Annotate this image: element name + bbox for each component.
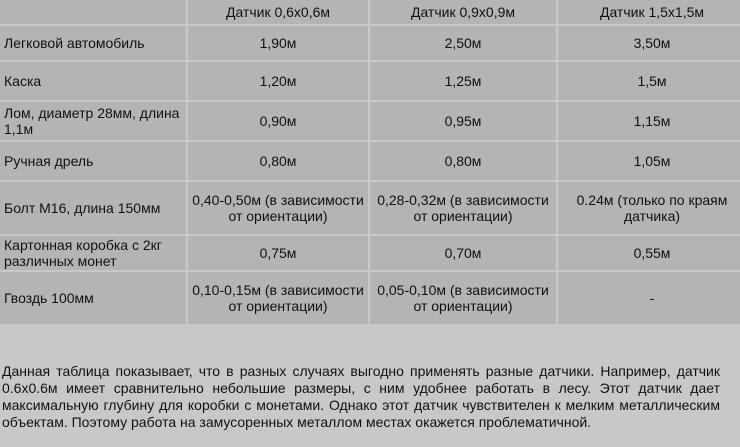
depth-cell-09: 1,25м xyxy=(370,62,556,100)
depth-cell-06: 0,10-0,15м (в зависимости от ориентации) xyxy=(188,272,368,324)
depth-cell-15: 0,55м xyxy=(558,236,740,270)
depth-cell-06: 1,20м xyxy=(188,62,368,100)
row-label: Легковой автомобиль xyxy=(0,26,186,60)
depth-cell-06: 0,80м xyxy=(188,142,368,180)
depth-cell-09: 0,95м xyxy=(370,102,556,140)
depth-cell-15: 1,5м xyxy=(558,62,740,100)
depth-cell-06: 0,75м xyxy=(188,236,368,270)
description-paragraph: Данная таблица показывает, что в разных случаях выгодно применять разные датчики. Например, датчик 0.6х0.6м имеет сравнительно небольшие размеры, с ним удобнее работать в лесу. Этот датчик дает максимальную глубину для коробки с монетами. Однако этот датчик чувствителен к мелким металлическим объектам. Поэтому работа на замусоренных металлом местах окажется проблематичной. xyxy=(2,363,720,430)
depth-cell-15: - xyxy=(558,272,740,324)
row-label: Гвоздь 100мм xyxy=(0,272,186,324)
header-sensor-15: Датчик 1,5х1,5м xyxy=(558,0,740,24)
depth-cell-09: 0,70м xyxy=(370,236,556,270)
header-sensor-09: Датчик 0,9х0,9м xyxy=(370,0,556,24)
depth-cell-15: 0.24м (только по краям датчика) xyxy=(558,182,740,234)
table-row xyxy=(0,272,740,324)
row-label: Ручная дрель xyxy=(0,142,186,180)
table-row xyxy=(0,102,740,140)
table-row xyxy=(0,26,740,60)
header-row xyxy=(0,0,740,24)
depth-cell-09: 2,50м xyxy=(370,26,556,60)
depth-cell-15: 3,50м xyxy=(558,26,740,60)
table-row xyxy=(0,182,740,234)
table-row xyxy=(0,62,740,100)
depth-cell-15: 1,15м xyxy=(558,102,740,140)
depth-cell-09: 0,05-0,10м (в зависимости от ориентации) xyxy=(370,272,556,324)
row-label: Лом, диаметр 28мм, длина 1,1м xyxy=(0,102,186,140)
header-corner-cell xyxy=(0,0,186,24)
depth-cell-06: 0,90м xyxy=(188,102,368,140)
table-row xyxy=(0,236,740,270)
header-sensor-06: Датчик 0,6х0,6м xyxy=(188,0,368,24)
depth-cell-15: 1,05м xyxy=(558,142,740,180)
table-row xyxy=(0,142,740,180)
row-label: Картонная коробка с 2кг различных монет xyxy=(0,236,186,270)
depth-cell-09: 0,80м xyxy=(370,142,556,180)
depth-cell-06: 0,40-0,50м (в зависимости от ориентации) xyxy=(188,182,368,234)
depth-cell-09: 0,28-0,32м (в зависимости от ориентации) xyxy=(370,182,556,234)
row-label: Болт М16, длина 150мм xyxy=(0,182,186,234)
depth-cell-06: 1,90м xyxy=(188,26,368,60)
row-label: Каска xyxy=(0,62,186,100)
